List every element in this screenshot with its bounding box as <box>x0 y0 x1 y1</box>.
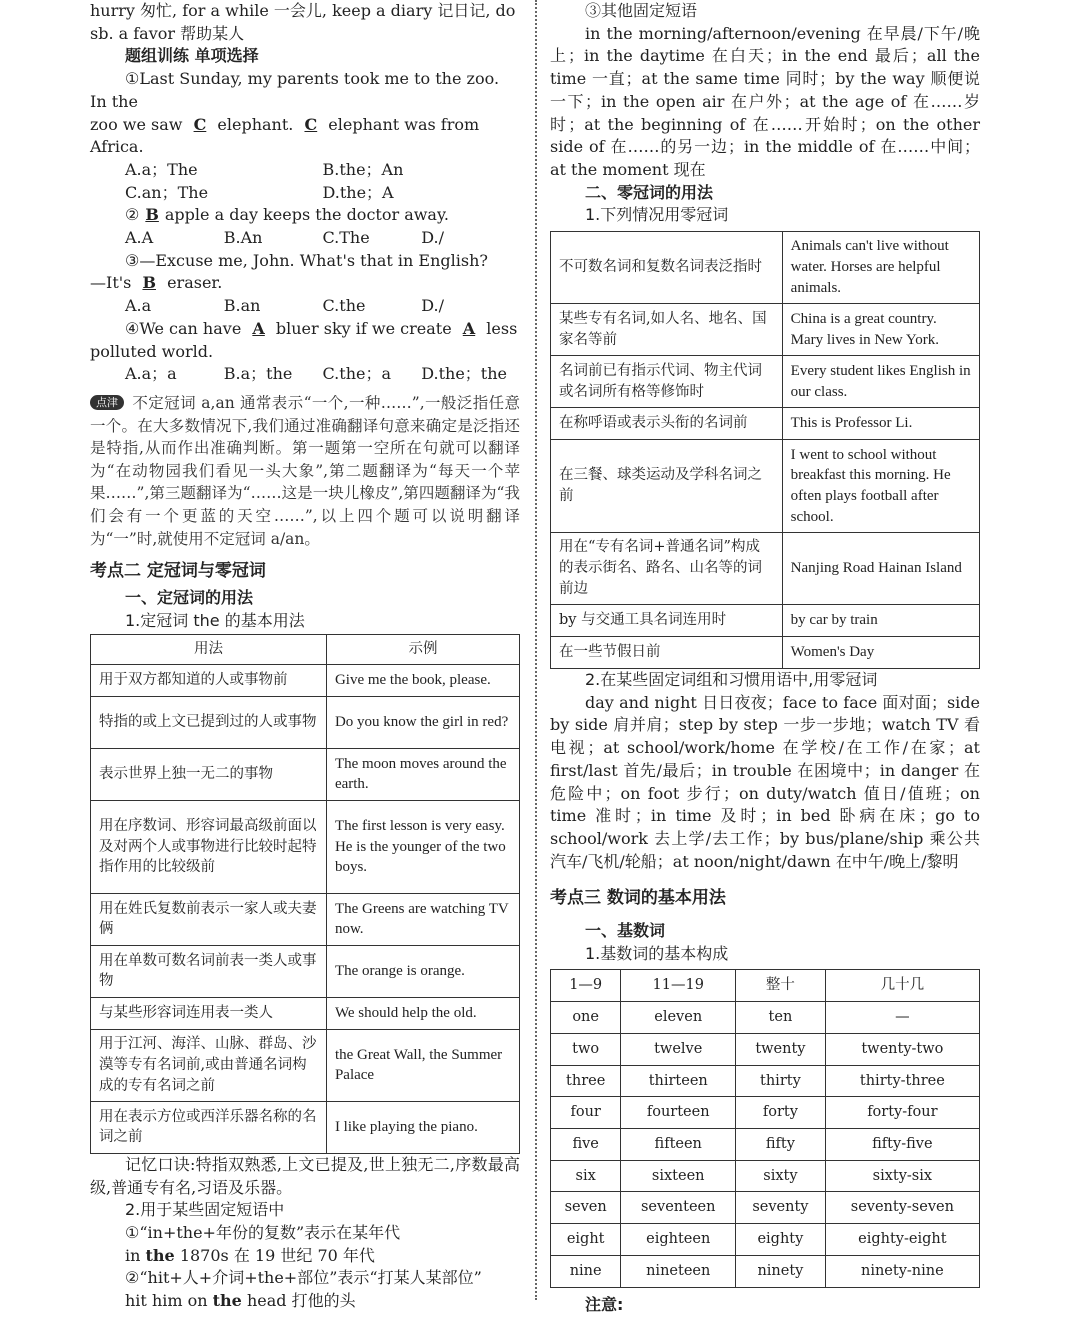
definite-basic-heading: 1.定冠词 the 的基本用法 <box>125 610 305 630</box>
fixed3-title: ③其他固定短语 <box>585 1 698 20</box>
table-row: 用在单数可数名词前表一类人或事物 The orange is orange. <box>91 945 520 997</box>
table-header: 示例 <box>326 635 519 665</box>
answer: C <box>304 114 318 134</box>
table-row: 与某些形容词连用表一类人 We should help the old. <box>91 997 520 1029</box>
q2-options: A.A B.An C.The D./ <box>125 228 444 248</box>
column-divider <box>535 0 537 1300</box>
definite-article-heading: 一、定冠词的用法 <box>125 587 254 607</box>
zero-article-heading: 二、零冠词的用法 <box>585 182 714 202</box>
table-row: nine nineteen ninety ninety-nine <box>551 1255 980 1287</box>
q3-line2: —It's B eraser. <box>90 273 223 293</box>
q2-line: ② B apple a day keeps the doctor away. <box>125 205 449 225</box>
table-row: one eleven ten — <box>551 1002 980 1034</box>
zero-article-idioms-heading: 2.在某些固定词组和习惯用语中,用零冠词 <box>585 670 878 690</box>
definite-article-table <box>90 634 520 1154</box>
section2-title: 考点二 定冠词与零冠词 <box>90 561 266 582</box>
cardinal-heading: 一、基数词 <box>585 921 666 941</box>
table-row: eight eighteen eighty eighty-eight <box>551 1224 980 1256</box>
memory-tip: 记忆口诀:特指双熟悉,上文已提及,世上独无二,序数最高级,普通专有名,习语及乐器。 <box>90 1154 520 1197</box>
q3-options: A.a B.an C.the D./ <box>125 296 444 316</box>
table-row: 在三餐、球类运动及学科名词之前 I went to school without breakfast this morning. He often plays football after school. <box>551 440 980 533</box>
table-row: 某些专有名词,如人名、地名、国家名等前 China is a great country. Mary lives in New York. <box>551 304 980 356</box>
cardinal-numbers-table <box>550 969 980 1287</box>
q4-line2: polluted world. <box>90 341 214 361</box>
table-row: by 与交通工具名词连用时 by car by train <box>551 605 980 637</box>
table-header-row <box>91 635 520 665</box>
zero-article-table <box>550 231 980 669</box>
fixed1-example: in the 1870s 在 19 世纪 70 年代 <box>125 1245 375 1265</box>
fixed3-text: in the morning/afternoon/evening 在早晨/下午/晚上；in the daytime 在白天；in the end 最后；all the time 一直；at the same time 同时；by the way 顺便说一下；in the open air 在户外；at the age of 在……岁时；at the beginning of 在……开始时；on the other side of 在……的另一边；in the middle of 在……中间；at the moment 现在 <box>550 23 980 179</box>
fixed1-title: ①“in+the+年份的复数”表示在某年代 <box>125 1223 401 1243</box>
table-row: 在一些节假日前 Women's Day <box>551 637 980 669</box>
table-row: 用在姓氏复数前表示一家人或夫妻俩 The Greens are watching TV now. <box>91 893 520 945</box>
table-row: 名词前已有指示代词、物主代词或名词所有格等修饰时 Every student likes English in our class. <box>551 356 980 408</box>
exercise-title: 题组训练 单项选择 <box>125 46 259 66</box>
q4-line1: ④We can have A bluer sky if we create A less <box>125 318 518 338</box>
idioms-text: day and night 日日夜夜；face to face 面对面；side by side 肩并肩；step by step 一步一步地；watch TV 看电视；at school/work/home 在学校/在工作/在家；at first/last 首先/最后；in trouble 在困境中；in danger 在危险中；on foot 步行；on duty/watch 值日/值班；on time 准时；in time 及时；in bed 卧病在床；go to school/work 去上学/去工作；by bus/plane/ship 乘公共汽车/飞机/轮船；at noon/night/dawn 在中午/晚上/黎明 <box>550 692 980 871</box>
q3-line1: ③—Excuse me, John. What's that in English? <box>125 250 488 270</box>
top-line-2: sb. a favor 帮助某人 <box>90 23 245 43</box>
top-line-1: hurry 匆忙, for a while 一会儿, keep a diary 记日记, do <box>90 1 516 20</box>
fixed-phrases-heading: 2.用于某些固定短语中 <box>125 1200 285 1220</box>
fixed2-example: hit him on the head 打他的头 <box>125 1291 356 1311</box>
q1-options: C.an；The D.the；A <box>125 182 394 202</box>
table-row: six sixteen sixty sixty-six <box>551 1160 980 1192</box>
table-header: 用法 <box>91 635 327 665</box>
table-row: five fifteen fifty fifty-five <box>551 1128 980 1160</box>
fixed2-title: ②“hit+人+介词+the+部位”表示“打某人某部位” <box>125 1268 482 1288</box>
left-column <box>90 0 520 1313</box>
table-row: four fourteen forty forty-four <box>551 1097 980 1129</box>
tip-note: 点津 不定冠词 a,an 通常表示“一个,一种……”,一般泛指任意一个。在大多数情况下,我们通过准确翻译句意来确定是泛指还是特指,从而作出准确判断。第一题第一空所在句就可以翻译为“在动物园我们看见一头大象”,第二题翻译为“每天一个苹果……”,第三题翻译为“……这是一块儿橡皮”,第四题翻译为“我们会有一个更蓝的天空……”,以上四个题可以说明翻译为“一”时,就使用不定冠词 a/an。 <box>90 393 520 548</box>
table-row: 用在表示方位或西洋乐器名称的名词之前 I like playing the piano. <box>91 1101 520 1153</box>
answer: B <box>142 273 156 293</box>
zero-article-cases-heading: 1.下列情况用零冠词 <box>585 205 729 225</box>
q1-line2: zoo we saw C elephant. C elephant was from Africa. <box>90 114 480 157</box>
table-row: two twelve twenty twenty-two <box>551 1033 980 1065</box>
cardinal-basic-heading: 1.基数词的基本构成 <box>585 943 729 963</box>
table-row: 在称呼语或表示头衔的名词前 This is Professor Li. <box>551 408 980 440</box>
q1-options: A.a；The B.the；An <box>125 159 404 179</box>
table-row: 表示世界上独一无二的事物 The moon moves around the earth. <box>91 748 520 800</box>
answer: C <box>193 114 207 134</box>
table-row: 不可数名词和复数名词表泛指时 Animals can't live without water. Horses are helpful animals. <box>551 232 980 304</box>
section3-title: 考点三 数词的基本用法 <box>550 888 726 909</box>
tip-tag: 点津 <box>90 395 124 410</box>
answer: B <box>145 205 159 225</box>
table-row: 用在“专有名词+普通名词”构成的表示街名、路名、山名等的词前边 Nanjing Road Hainan Island <box>551 533 980 605</box>
table-row: 用于江河、海洋、山脉、群岛、沙漠等专有名词前,或由普通名词构成的专有名词之前 the Great Wall, the Summer Palace <box>91 1029 520 1101</box>
q4-options: A.a；a B.a；the C.the；a D.the；the <box>125 364 508 384</box>
table-row: 用在序数词、形容词最高级前面以及对两个人或事物进行比较时起特指作用的比较级前 The first lesson is very easy. He is the younger of the two boys. <box>91 800 520 893</box>
answer: A <box>462 318 476 338</box>
attention-label: 注意: <box>585 1294 624 1314</box>
table-row: 特指的或上文已提到过的人或事物 Do you know the girl in red? <box>91 696 520 748</box>
table-row: 用于双方都知道的人或事物前 Give me the book, please. <box>91 664 520 696</box>
right-column <box>550 0 980 1316</box>
table-row: seven seventeen seventy seventy-seven <box>551 1192 980 1224</box>
table-row: three thirteen thirty thirty-three <box>551 1065 980 1097</box>
q1-line1: ①Last Sunday, my parents took me to the zoo. In the <box>90 69 500 111</box>
table-header-row: 1—9 11—19 整十 几十几 <box>551 970 980 1002</box>
answer: A <box>252 318 265 338</box>
